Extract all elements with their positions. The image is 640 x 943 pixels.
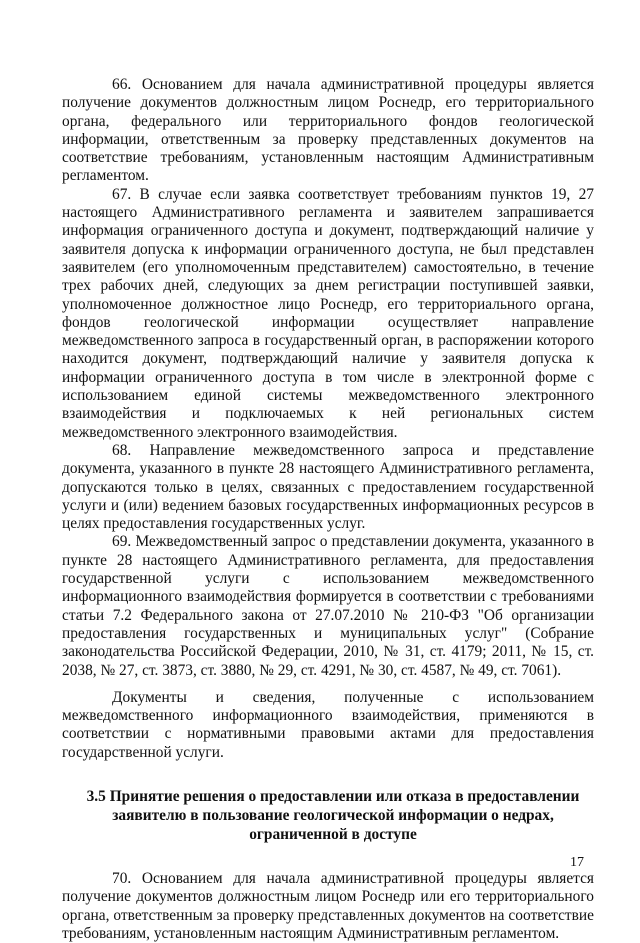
paragraph-67: 67. В случае если заявка соответствует требованиям пунктов 19, 27 настоящего Административного регламента и заявителем запрашивается информация ограниченного доступа и документ, подтверждающий наличие у заявителя допуска к информации ограниченного доступа, не был представлен заявителем (его уполномоченным представителем) самостоятельно, в течение трех рабочих дней, следующих за днем регистрации поступившей заявки, уполномоченное должностное лицо Роснедр, его территориального органа, фондов геологической информации осуществляет направление межведомственного запроса в государственный орган, в распоряжении которого находится документ, подтверждающий наличие у заявителя допуска к информации ограниченного доступа в том числе в электронной форме с использованием единой системы межведомственного электронного взаимодействия и подключаемых к ней региональных систем межведомственного электронного взаимодействия. bbox=[62, 185, 594, 441]
paragraph-69: 69. Межведомственный запрос о представлении документа, указанного в пункте 28 настоящего Административного регламента, для предоставления государственной услуги с использованием межведомственного информационного взаимодействия формируется в соответствии с требованиями статьи 7.2 Федерального закона от 27.07.2010 № 210-ФЗ "Об организации предоставления государственных и муниципальных услуг" (Собрание законодательства Российской Федерации, 2010, № 31, ст. 4179; 2011, № 15, ст. 2038, № 27, ст. 3873, ст. 3880, № 29, ст. 4291, № 30, ст. 4587, № 49, ст. 7061). bbox=[62, 533, 594, 679]
paragraph-68: 68. Направление межведомственного запроса и представление документа, указанного в пункте 28 настоящего Административного регламента, допускаются только в целях, связанных с предоставлением государственной услуги и (или) ведением базовых государственных информационных ресурсов в целях предоставления государственных услуг. bbox=[62, 441, 594, 533]
section-heading: 3.5 Принятие решения о предоставлении или отказа в предоставлении заявителю в пользование геологической информации о недрах, ограниченной в доступе bbox=[86, 787, 580, 843]
paragraph-70: 70. Основанием для начала административной процедуры является получение документов должностным лицом Роснедр или его территориального органа, ответственным за проверку представленных документов на соответствие требованиям, установленным настоящим Административным регламентом. bbox=[62, 869, 594, 942]
paragraph-documents-info: Документы и сведения, полученные с использованием межведомственного информационного взаимодействия, применяются в соответствии с нормативными правовыми актами для предоставления государственной услуги. bbox=[62, 688, 594, 761]
paragraph-66: 66. Основанием для начала административной процедуры является получение документов должностным лицом Роснедр, его территориального органа, федерального или территориального фондов геологической информации, ответственным за проверку представленных документов на соответствие требованиям, установленным настоящим Административным регламентом. bbox=[62, 76, 594, 185]
page-number: 17 bbox=[570, 855, 584, 870]
